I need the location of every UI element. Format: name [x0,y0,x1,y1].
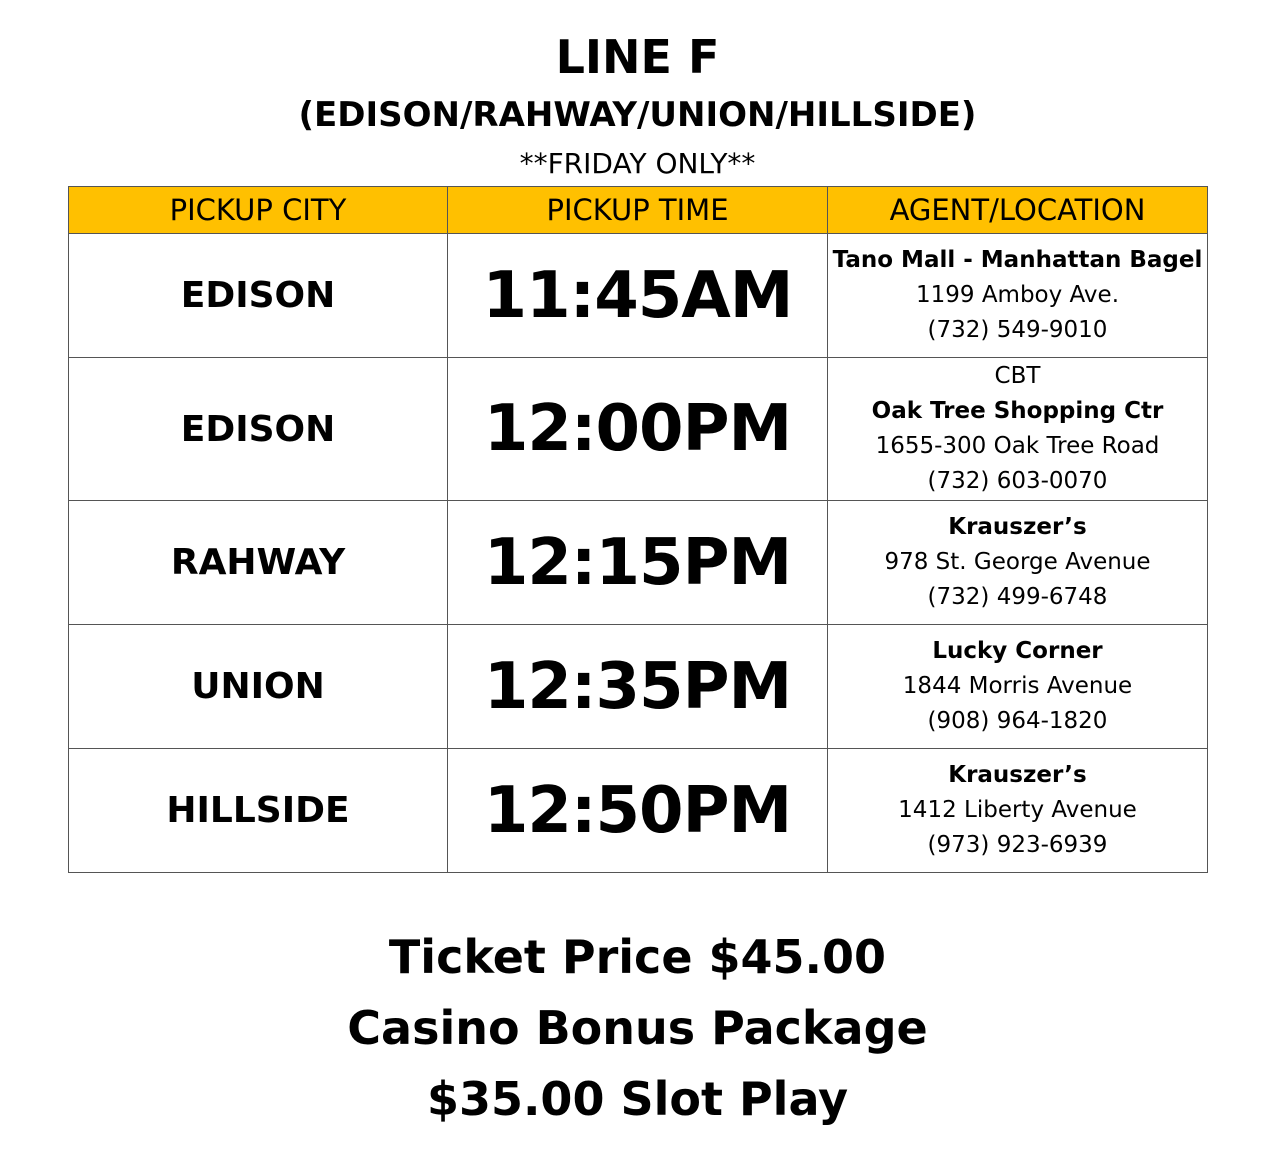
agent-line: CBT [994,363,1041,389]
page-subtitle: (EDISON/RAHWAY/UNION/HILLSIDE) [298,95,977,135]
table-row [69,358,1208,501]
agent-line: (732) 549-9010 [927,317,1108,343]
agent-location-cell [828,358,1208,501]
pickup-city-cell: EDISON [69,234,448,358]
agent-line: (973) 923-6939 [927,832,1108,858]
table-row [69,749,1208,873]
pricing-footer [0,922,1275,1135]
agent-line: (908) 964-1820 [927,708,1108,734]
pickup-time-cell: 12:50PM [448,749,828,873]
agent-line: Krauszer’s [948,514,1087,540]
pickup-time-cell: 12:15PM [448,501,828,625]
bonus-package: Casino Bonus Package [347,1001,928,1055]
agent-location-cell [828,234,1208,358]
pickup-city-cell: EDISON [69,358,448,501]
pickup-time-cell: 12:35PM [448,625,828,749]
table-row [69,501,1208,625]
page-title: LINE F [555,30,720,84]
agent-line: (732) 499-6748 [927,584,1108,610]
pickup-city-cell: HILLSIDE [69,749,448,873]
column-header-pickup-time: PICKUP TIME [448,187,828,234]
pickup-city-cell: RAHWAY [69,501,448,625]
agent-line: Lucky Corner [932,638,1103,664]
agent-line: 978 St. George Avenue [884,549,1151,575]
ticket-price: Ticket Price $45.00 [388,930,887,984]
agent-line: 1655-300 Oak Tree Road [875,433,1160,459]
slot-play: $35.00 Slot Play [426,1072,849,1126]
schedule-note: **FRIDAY ONLY** [519,147,756,180]
pickup-time-cell: 11:45AM [448,234,828,358]
agent-location-cell [828,625,1208,749]
agent-line: 1844 Morris Avenue [902,673,1133,699]
table-row [69,234,1208,358]
column-header-pickup-city: PICKUP CITY [69,187,448,234]
agent-line: 1412 Liberty Avenue [898,797,1137,823]
table-header-row [69,187,1208,234]
schedule-body [69,234,1208,873]
pickup-city-cell: UNION [69,625,448,749]
pickup-time-cell: 12:00PM [448,358,828,501]
agent-line: Oak Tree Shopping Ctr [871,398,1164,424]
agent-location-cell [828,749,1208,873]
agent-line: Krauszer’s [948,762,1087,788]
agent-location-cell [828,501,1208,625]
agent-line: 1199 Amboy Ave. [915,282,1120,308]
agent-line: Tano Mall - Manhattan Bagel [832,247,1203,273]
schedule-table [68,186,1208,873]
column-header-agent-location: AGENT/LOCATION [828,187,1208,234]
table-row [69,625,1208,749]
agent-line: (732) 603-0070 [927,468,1108,494]
